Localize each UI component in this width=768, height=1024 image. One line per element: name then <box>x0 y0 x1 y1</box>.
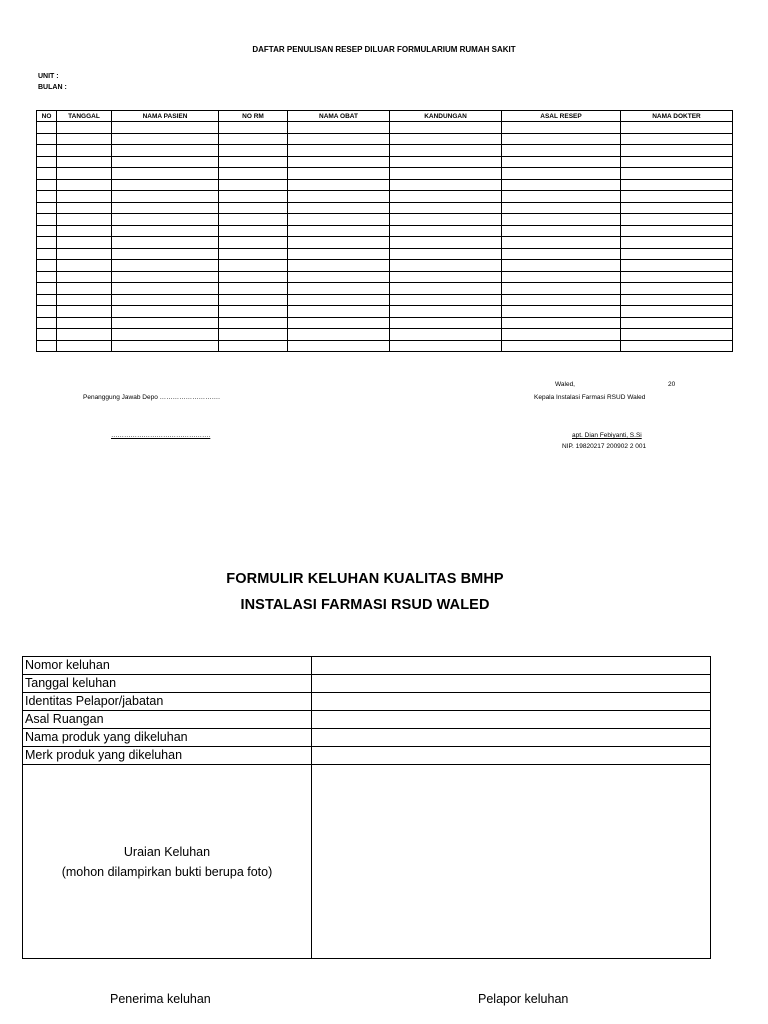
table-cell[interactable] <box>219 214 288 226</box>
table-cell[interactable] <box>621 214 733 226</box>
table-cell[interactable] <box>219 329 288 341</box>
complaint-form-table <box>22 656 711 959</box>
table-cell[interactable] <box>390 202 502 214</box>
table-cell[interactable] <box>502 340 621 352</box>
table-cell[interactable] <box>219 340 288 352</box>
table-cell[interactable] <box>112 179 219 191</box>
table-cell[interactable] <box>288 191 390 203</box>
table-cell[interactable] <box>502 283 621 295</box>
year-label: 20 <box>668 381 676 388</box>
table-cell[interactable] <box>57 179 112 191</box>
table-cell[interactable] <box>219 271 288 283</box>
table-cell[interactable] <box>288 179 390 191</box>
table-cell[interactable] <box>37 145 57 157</box>
table-cell[interactable] <box>390 214 502 226</box>
table-cell[interactable] <box>112 283 219 295</box>
table-cell[interactable] <box>288 306 390 318</box>
form-row <box>23 657 711 675</box>
form-row <box>23 693 711 711</box>
table-cell[interactable] <box>37 294 57 306</box>
table-cell[interactable] <box>37 271 57 283</box>
table-cell[interactable] <box>219 306 288 318</box>
table-cell[interactable] <box>37 248 57 260</box>
table-cell[interactable] <box>219 191 288 203</box>
form-row <box>23 747 711 765</box>
table-cell[interactable] <box>219 202 288 214</box>
pelapor-keluhan-label: Pelapor keluhan <box>478 992 569 1006</box>
table-cell[interactable] <box>502 156 621 168</box>
table-cell[interactable] <box>502 191 621 203</box>
form-row-uraian <box>23 765 711 959</box>
col-no-rm: NO RM <box>219 111 288 122</box>
table-cell[interactable] <box>288 133 390 145</box>
table-cell[interactable] <box>502 306 621 318</box>
table-cell[interactable] <box>112 294 219 306</box>
table-cell[interactable] <box>57 156 112 168</box>
table-cell[interactable] <box>37 156 57 168</box>
table-cell[interactable] <box>621 225 733 237</box>
table-cell[interactable] <box>37 168 57 180</box>
table-cell[interactable] <box>57 260 112 272</box>
table-cell[interactable] <box>37 122 57 134</box>
form2-title-line1: FORMULIR KELUHAN KUALITAS BMHP <box>226 571 504 587</box>
field-label: Nama produk yang dikeluhan <box>23 729 312 747</box>
table-cell[interactable] <box>57 283 112 295</box>
table-cell[interactable] <box>288 248 390 260</box>
table-cell[interactable] <box>112 133 219 145</box>
table-cell[interactable] <box>112 260 219 272</box>
table-cell[interactable] <box>112 168 219 180</box>
field-label: Tanggal keluhan <box>23 675 312 693</box>
col-nama-pasien: NAMA PASIEN <box>112 111 219 122</box>
table-cell[interactable] <box>57 306 112 318</box>
field-value[interactable] <box>312 657 711 675</box>
table-cell[interactable] <box>57 145 112 157</box>
table-cell[interactable] <box>288 317 390 329</box>
table-cell[interactable] <box>37 329 57 341</box>
table-row <box>37 260 733 272</box>
col-nama-obat: NAMA OBAT <box>288 111 390 122</box>
table-cell[interactable] <box>57 214 112 226</box>
table-cell[interactable] <box>621 179 733 191</box>
table-cell[interactable] <box>390 271 502 283</box>
table-cell[interactable] <box>390 294 502 306</box>
col-nama-dokter: NAMA DOKTER <box>621 111 733 122</box>
table-cell[interactable] <box>621 260 733 272</box>
kepala-instalasi-label: Kepala Instalasi Farmasi RSUD Waled <box>534 394 646 401</box>
table-row <box>37 202 733 214</box>
table-cell[interactable] <box>621 283 733 295</box>
table-cell[interactable] <box>390 237 502 249</box>
table-cell[interactable] <box>219 225 288 237</box>
field-label: Nomor keluhan <box>23 657 312 675</box>
table-cell[interactable] <box>621 133 733 145</box>
col-kandungan: KANDUNGAN <box>390 111 502 122</box>
field-label: Asal Ruangan <box>23 711 312 729</box>
table-cell[interactable] <box>37 191 57 203</box>
table-cell[interactable] <box>37 237 57 249</box>
table-cell[interactable] <box>502 237 621 249</box>
table-cell[interactable] <box>219 248 288 260</box>
col-tanggal: TANGGAL <box>57 111 112 122</box>
table-cell[interactable] <box>57 202 112 214</box>
table-row <box>37 271 733 283</box>
table-cell[interactable] <box>621 329 733 341</box>
table-cell[interactable] <box>502 317 621 329</box>
table-cell[interactable] <box>37 214 57 226</box>
table-cell[interactable] <box>390 168 502 180</box>
table-cell[interactable] <box>502 202 621 214</box>
table-cell[interactable] <box>390 156 502 168</box>
uraian-value[interactable] <box>312 765 711 959</box>
table-cell[interactable] <box>112 306 219 318</box>
field-value[interactable] <box>312 747 711 765</box>
table-cell[interactable] <box>112 225 219 237</box>
table-cell[interactable] <box>288 340 390 352</box>
uraian-label: Uraian Keluhan <box>123 844 211 859</box>
field-label: Merk produk yang dikeluhan <box>23 747 312 765</box>
table-cell[interactable] <box>112 156 219 168</box>
table-cell[interactable] <box>112 340 219 352</box>
table-cell[interactable] <box>112 122 219 134</box>
table-cell[interactable] <box>621 248 733 260</box>
table-row <box>37 145 733 157</box>
waled-label: Waled, <box>555 381 575 388</box>
field-value[interactable] <box>312 675 711 693</box>
table-cell[interactable] <box>390 306 502 318</box>
table-cell[interactable] <box>288 168 390 180</box>
table-cell[interactable] <box>288 214 390 226</box>
table-row <box>37 340 733 352</box>
table-cell[interactable] <box>288 156 390 168</box>
table-cell[interactable] <box>57 122 112 134</box>
bulan-label: BULAN : <box>38 84 67 91</box>
table-cell[interactable] <box>502 122 621 134</box>
field-value[interactable] <box>312 711 711 729</box>
table-cell[interactable] <box>219 133 288 145</box>
table-cell[interactable] <box>219 145 288 157</box>
table-cell[interactable] <box>502 225 621 237</box>
table-cell[interactable] <box>57 248 112 260</box>
table-cell[interactable] <box>112 329 219 341</box>
table-cell[interactable] <box>621 237 733 249</box>
table-cell[interactable] <box>37 283 57 295</box>
table-cell[interactable] <box>621 306 733 318</box>
table-cell[interactable] <box>288 122 390 134</box>
table-row <box>37 214 733 226</box>
table-cell[interactable] <box>502 329 621 341</box>
table-cell[interactable] <box>621 271 733 283</box>
table-cell[interactable] <box>390 260 502 272</box>
field-value[interactable] <box>312 729 711 747</box>
table-cell[interactable] <box>502 133 621 145</box>
table-cell[interactable] <box>502 214 621 226</box>
table-row <box>37 294 733 306</box>
left-signature-line: ………………………………………. <box>111 432 211 439</box>
uraian-label-cell <box>23 765 312 959</box>
table-row <box>37 168 733 180</box>
form1-title: DAFTAR PENULISAN RESEP DILUAR FORMULARIUM RUMAH SAKIT <box>252 45 516 54</box>
table-cell[interactable] <box>390 122 502 134</box>
table-cell[interactable] <box>37 202 57 214</box>
table-cell[interactable] <box>219 179 288 191</box>
table-cell[interactable] <box>37 133 57 145</box>
table-cell[interactable] <box>288 237 390 249</box>
table-cell[interactable] <box>57 271 112 283</box>
penerima-keluhan-label: Penerima keluhan <box>110 992 211 1006</box>
table-cell[interactable] <box>57 329 112 341</box>
unit-label: UNIT : <box>38 73 59 80</box>
table-cell[interactable] <box>112 202 219 214</box>
table-cell[interactable] <box>57 294 112 306</box>
table-cell[interactable] <box>288 271 390 283</box>
table-cell[interactable] <box>288 202 390 214</box>
form-row <box>23 729 711 747</box>
table-row <box>37 179 733 191</box>
table-row <box>37 317 733 329</box>
field-value[interactable] <box>312 693 711 711</box>
table-row <box>37 225 733 237</box>
signer-nip: NIP. 19820217 200902 2 001 <box>562 443 647 450</box>
table-cell[interactable] <box>621 317 733 329</box>
table-row <box>37 156 733 168</box>
table-cell[interactable] <box>57 237 112 249</box>
table-cell[interactable] <box>288 225 390 237</box>
table-cell[interactable] <box>57 168 112 180</box>
table-cell[interactable] <box>390 133 502 145</box>
table-cell[interactable] <box>502 248 621 260</box>
table-cell[interactable] <box>219 237 288 249</box>
table-cell[interactable] <box>112 145 219 157</box>
form2-title-line2: INSTALASI FARMASI RSUD WALED <box>240 597 490 613</box>
table-cell[interactable] <box>112 317 219 329</box>
table-cell[interactable] <box>390 145 502 157</box>
prescription-table <box>36 110 733 352</box>
table-row <box>37 122 733 134</box>
table-cell[interactable] <box>621 168 733 180</box>
table-cell[interactable] <box>219 156 288 168</box>
table-cell[interactable] <box>219 122 288 134</box>
table-cell[interactable] <box>621 294 733 306</box>
table-cell[interactable] <box>219 168 288 180</box>
table-row <box>37 133 733 145</box>
table-cell[interactable] <box>112 191 219 203</box>
table-cell[interactable] <box>390 283 502 295</box>
table-row <box>37 237 733 249</box>
table-cell[interactable] <box>219 317 288 329</box>
table-cell[interactable] <box>288 329 390 341</box>
table-cell[interactable] <box>288 283 390 295</box>
table-row <box>37 191 733 203</box>
table-cell[interactable] <box>219 294 288 306</box>
table-cell[interactable] <box>57 225 112 237</box>
table-cell[interactable] <box>621 202 733 214</box>
table-cell[interactable] <box>37 179 57 191</box>
table-cell[interactable] <box>621 191 733 203</box>
uraian-note: (mohon dilampirkan bukti berupa foto) <box>61 864 273 879</box>
table-row <box>37 329 733 341</box>
table-cell[interactable] <box>390 340 502 352</box>
table-cell[interactable] <box>502 260 621 272</box>
table-cell[interactable] <box>112 248 219 260</box>
table-row <box>37 248 733 260</box>
table-cell[interactable] <box>621 145 733 157</box>
table-cell[interactable] <box>390 191 502 203</box>
table-cell[interactable] <box>621 340 733 352</box>
signer-name: apt. Dian Febiyanti, S.Si <box>572 432 642 439</box>
table-cell[interactable] <box>57 317 112 329</box>
table-cell[interactable] <box>621 156 733 168</box>
table-cell[interactable] <box>390 248 502 260</box>
table-cell[interactable] <box>112 214 219 226</box>
penanggung-jawab-label: Penanggung Jawab Depo ………………………. <box>83 394 220 401</box>
col-asal-resep: ASAL RESEP <box>502 111 621 122</box>
table-cell[interactable] <box>288 294 390 306</box>
table-cell[interactable] <box>219 283 288 295</box>
table-cell[interactable] <box>57 133 112 145</box>
table-cell[interactable] <box>37 340 57 352</box>
table-cell[interactable] <box>57 340 112 352</box>
table-cell[interactable] <box>502 145 621 157</box>
table-cell[interactable] <box>502 271 621 283</box>
table-cell[interactable] <box>37 306 57 318</box>
field-label: Identitas Pelapor/jabatan <box>23 693 312 711</box>
table-row <box>37 283 733 295</box>
table-cell[interactable] <box>112 237 219 249</box>
table-cell[interactable] <box>37 317 57 329</box>
form-row <box>23 711 711 729</box>
table-cell[interactable] <box>502 294 621 306</box>
table-row <box>37 306 733 318</box>
table-cell[interactable] <box>390 317 502 329</box>
table-cell[interactable] <box>502 168 621 180</box>
table-cell[interactable] <box>390 329 502 341</box>
table-cell[interactable] <box>57 191 112 203</box>
table-header-row <box>37 111 733 122</box>
table-cell[interactable] <box>288 145 390 157</box>
table-cell[interactable] <box>112 271 219 283</box>
table-cell[interactable] <box>37 225 57 237</box>
col-no: NO <box>37 111 57 122</box>
table-cell[interactable] <box>621 122 733 134</box>
table-cell[interactable] <box>37 260 57 272</box>
table-cell[interactable] <box>219 260 288 272</box>
table-cell[interactable] <box>502 179 621 191</box>
form-row <box>23 675 711 693</box>
table-cell[interactable] <box>390 179 502 191</box>
table-cell[interactable] <box>288 260 390 272</box>
table-cell[interactable] <box>390 225 502 237</box>
